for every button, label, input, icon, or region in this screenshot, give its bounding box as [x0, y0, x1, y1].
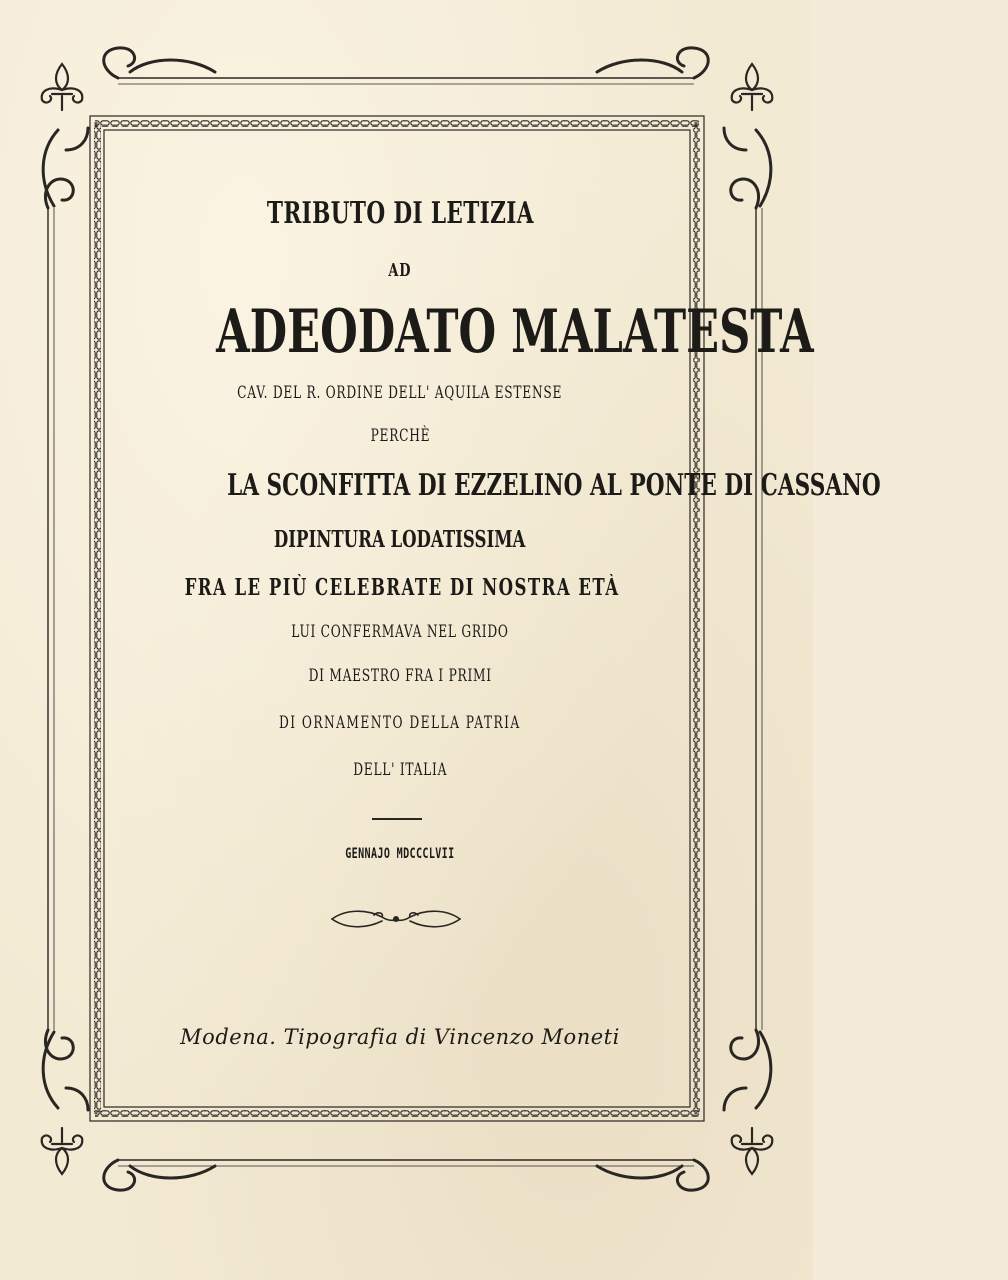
dipintura-line: DIPINTURA LODATISSIMA: [274, 526, 526, 553]
celebrate-line: FRA LE PIÙ CELEBRATE DI NOSTRA ETÀ: [184, 574, 620, 601]
scroll-flourish-icon: [326, 905, 466, 933]
confermava-line: LUI CONFERMAVA NEL GRIDO: [291, 622, 509, 642]
honoree-name: ADEODATO MALATESTA: [216, 297, 814, 367]
fleur-de-lis-icon: [32, 1122, 92, 1182]
italia-line: DELL' ITALIA: [353, 760, 447, 780]
title-line-1: TRIBUTO DI LETIZIA: [266, 196, 534, 231]
honor-line: CAV. DEL R. ORDINE DELL' AQUILA ESTENSE: [237, 383, 563, 403]
maestro-line: DI MAESTRO FRA I PRIMI: [308, 666, 492, 686]
painting-title: LA SCONFITTA DI EZZELINO AL PONTE DI CASSANO: [227, 468, 881, 503]
because-line: PERCHÈ: [370, 426, 430, 446]
imprint-line: Modena. Tipografia di Vincenzo Moneti: [180, 1025, 620, 1049]
title-line-2: AD: [388, 260, 412, 281]
fleur-de-lis-icon: [722, 56, 782, 116]
fleur-de-lis-icon: [722, 1122, 782, 1182]
ornamento-line: DI ORNAMENTO DELLA PATRIA: [279, 713, 521, 733]
date-line: GENNAJO MDCCCLVII: [345, 846, 455, 862]
fleur-de-lis-icon: [32, 56, 92, 116]
divider-rule: [372, 818, 422, 820]
